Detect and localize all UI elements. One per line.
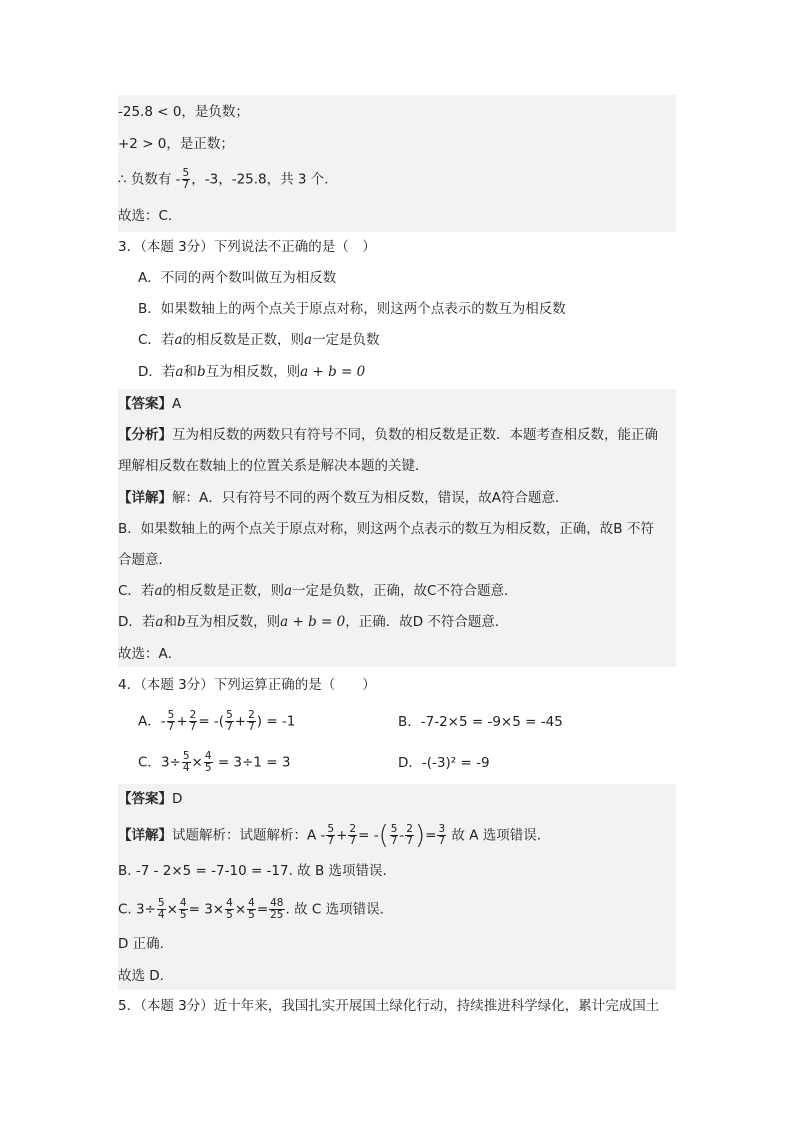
q4-detail-2: B. -7 - 2×5 = -7-10 = -17. 故 B 选项错误.	[118, 863, 387, 879]
q5-stem: 5．（本题 3分）近十年来，我国扎实开展国土绿化行动，持续推进科学绿化，累计完成国土	[118, 998, 660, 1014]
q4-option-b: B．-7-2×5 = -9×5 = -45	[398, 714, 563, 730]
q4-answer-block	[118, 784, 676, 990]
q3-detail-1: 【详解】解：A．只有符号不同的两个数互为相反数，错误，故A符合题意．	[118, 490, 569, 506]
q3-detail-2: B．如果数轴上的两个点关于原点对称，则这两个点表示的数互为相反数，正确，故B 不符	[118, 521, 654, 537]
q3-option-b: B．如果数轴上的两个点关于原点对称，则这两个点表示的数互为相反数	[138, 301, 566, 317]
prev-line-2: +2 > 0，是正数；	[118, 136, 234, 152]
q4-detail-4: D 正确.	[118, 936, 164, 952]
q3-detail-6: 故选：A．	[118, 646, 182, 662]
prev-line-3: ∴ 负数有 - $\frac{5}{7}$ ，-3，-25.8，共 3 个．	[118, 167, 338, 191]
q3-detail-4: C．若a的相反数是正数，则a一定是负数，正确，故C不符合题意．	[118, 583, 518, 599]
q4-option-c: C．3÷ $\frac{5}{4}$ × $\frac{4}{5}$ = 3÷1 = 3	[138, 750, 291, 774]
q4-option-a: A．- $\frac{5}{7}$ + $\frac{2}{7}$ = -( $\frac{5}{7}$ + $\frac{2}{7}$ ) = -1	[138, 709, 296, 733]
q3-stem: 3．（本题 3分）下列说法不正确的是（ ）	[118, 239, 376, 255]
q4-stem: 4．（本题 3分）下列运算正确的是（ ）	[118, 677, 376, 693]
q4-answer: 【答案】D	[118, 791, 183, 807]
q3-option-a: A．不同的两个数叫做互为相反数	[138, 270, 337, 286]
q3-analysis-2: 理解相反数在数轴上的位置关系是解决本题的关键．	[118, 458, 429, 474]
fraction: $\frac{5}{7}$	[182, 167, 190, 191]
prev-line-1: -25.8 < 0，是负数；	[118, 104, 249, 120]
q3-detail-5: D．若a和b互为相反数，则a + b = 0，正确．故D 不符合题意．	[118, 614, 509, 630]
q3-option-c: C．若a的相反数是正数，则a一定是负数	[138, 332, 380, 348]
q4-detail-3: C. 3÷ $\frac{5}{4}$ × $\frac{4}{5}$ = 3× $\frac{4}{5}$ × $\frac{4}{5}$ = $\frac{48}{25}$ . 故 C 选项错误.	[118, 897, 384, 921]
q3-analysis-1: 【分析】互为相反数的两数只有符号不同，负数的相反数是正数．本题考查相反数，能正确	[118, 427, 658, 443]
q4-detail-5: 故选 D.	[118, 968, 164, 984]
prev-line-4: 故选：C．	[118, 208, 182, 224]
q4-option-d: D．-(-3)² = -9	[398, 755, 490, 771]
q3-detail-3: 合题意．	[118, 552, 172, 568]
q4-detail-1: 【详解】试题解析：试题解析：A - $\frac{5}{7}$ + $\frac{2}{7}$ = -( $\frac{5}{7}$ - $\frac{2}{7}$ )= $\frac{3}{7}$ 故 A 选项错误.	[118, 820, 542, 851]
prev-line-3-text: ∴ 负数有 -	[118, 171, 181, 188]
q3-option-d: D．若a和b互为相反数，则a + b = 0	[138, 364, 366, 380]
q3-answer: 【答案】A	[118, 396, 182, 412]
